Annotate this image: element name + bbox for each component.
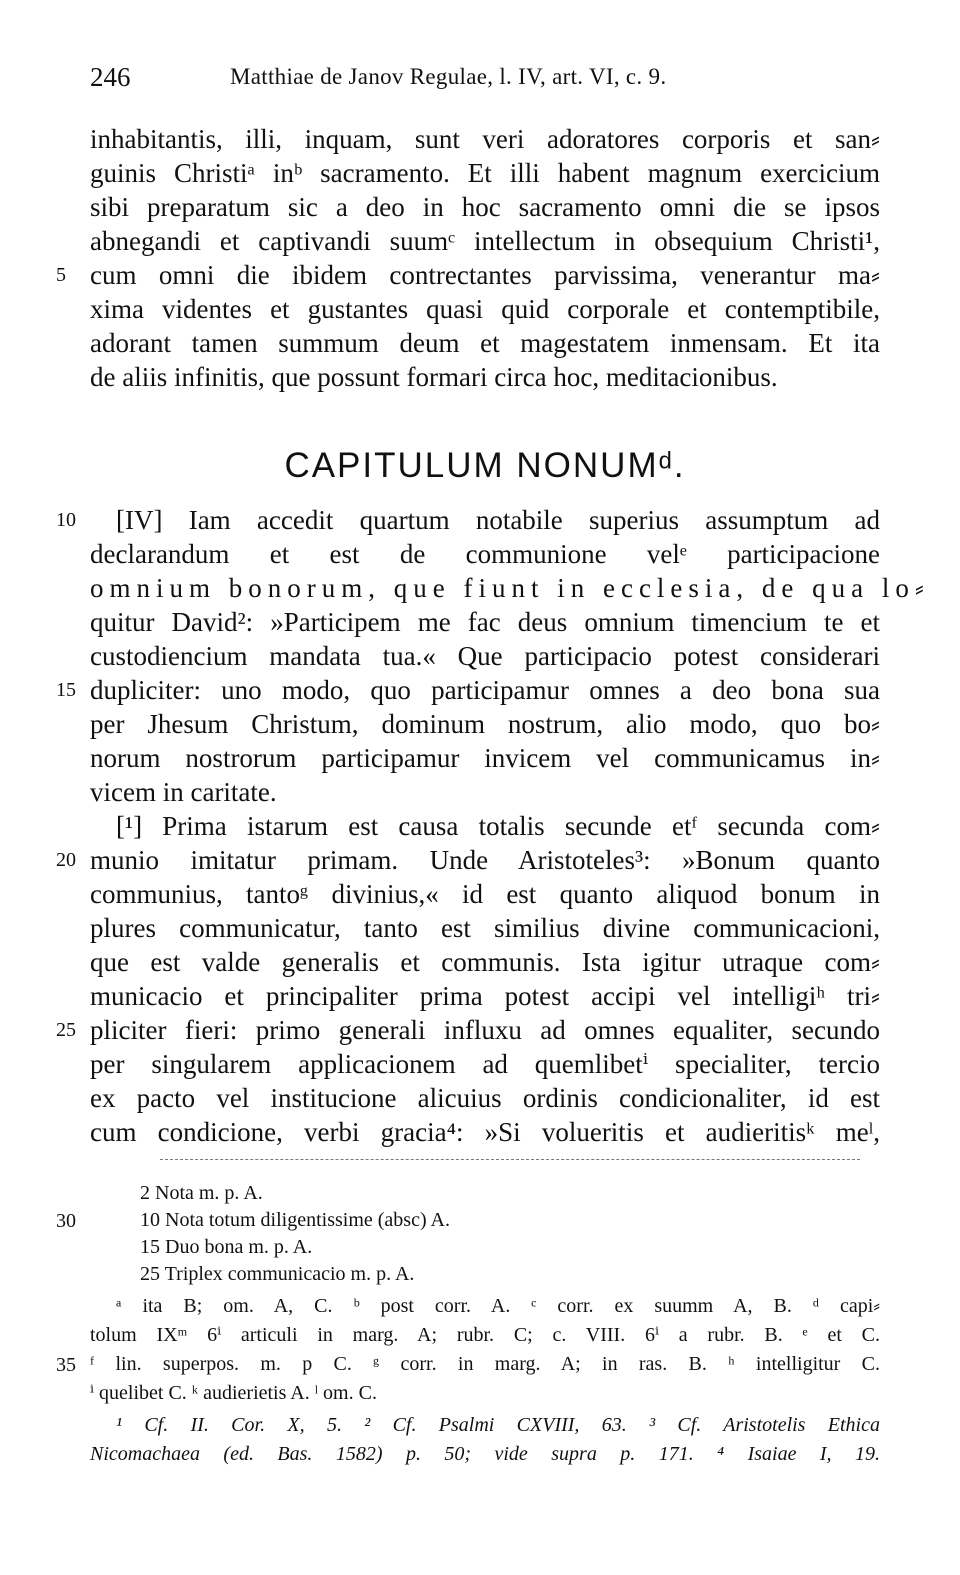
text-line: adorant tamen summum deum et magestatem inmensam. Et ita <box>90 328 880 358</box>
line-number: 25 <box>56 1019 76 1041</box>
text-line: cum condicione, verbi gracia⁴: »Si volueritis et audieritisᵏ meˡ, <box>90 1117 880 1147</box>
text-line: declarandum et est de communione velᵉ participacione <box>90 539 880 569</box>
page-number: 246 <box>90 62 131 92</box>
source-note: ¹ Cf. II. Cor. X, 5. ² Cf. Psalmi CXVIII, 63. ³ Cf. Aristotelis Ethica <box>116 1414 880 1436</box>
text-line: custodiencium mandata tua.« Que participacio potest considerari <box>90 641 880 671</box>
apparatus-line: ᶠ lin. superpos. m. p C. ᵍ corr. in marg. A; in ras. B. ʰ intelligitur C. <box>90 1353 880 1375</box>
marginal-note: 2 Nota m. p. A. <box>140 1182 263 1204</box>
text-line: sibi preparatum sic a deo in hoc sacramento omni die se ipsos <box>90 192 880 222</box>
text-line: ex pacto vel institucione alicuius ordinis condicionaliter, id est <box>90 1083 880 1113</box>
marginal-note: 25 Triplex communicacio m. p. A. <box>140 1263 415 1285</box>
running-head: Matthiae de Janov Regulae, l. IV, art. VI, c. 9. <box>230 64 667 89</box>
line-number: 30 <box>56 1210 76 1232</box>
text-line: municacio et principaliter prima potest accipi vel intelligiʰ tri⸗ <box>90 981 880 1011</box>
text-line: abnegandi et captivandi suumᶜ intellectum in obsequium Christi¹, <box>90 226 880 256</box>
text-line: que est valde generalis et communis. Ista igitur utraque com⸗ <box>90 947 880 977</box>
marginal-note: 15 Duo bona m. p. A. <box>140 1236 313 1258</box>
footnote-divider <box>160 1159 860 1160</box>
line-number: 5 <box>56 264 66 286</box>
text-line: xima videntes et gustantes quasi quid corporale et contemptibile, <box>90 294 880 324</box>
text-line: plures communicatur, tanto est similius divine communicacioni, <box>90 913 880 943</box>
source-note: Nicomachaea (ed. Bas. 1582) p. 50; vide supra p. 171. ⁴ Isaiae I, 19. <box>90 1443 880 1465</box>
text-line: communius, tantoᵍ divinius,« id est quanto aliquod bonum in <box>90 879 880 909</box>
text-line: omnium bonorum, que fiunt in ecclesia, de qua lo⸗ <box>90 573 930 603</box>
text-line: cum omni die ibidem contrectantes parvissima, venerantur ma⸗ <box>90 260 880 290</box>
marginal-note: 10 Nota totum diligentissime (absc) A. <box>140 1209 450 1231</box>
text-line: per singularem applicacionem ad quemlibetⁱ specialiter, tercio <box>90 1049 880 1079</box>
line-number: 35 <box>56 1354 76 1376</box>
text-line: [¹] Prima istarum est causa totalis secunde etᶠ secunda com⸗ <box>116 811 880 841</box>
apparatus-line: ᵃ ita B; om. A, C. ᵇ post corr. A. ᶜ corr. ex suumm A, B. ᵈ capi⸗ <box>116 1295 880 1317</box>
line-number: 10 <box>56 509 76 531</box>
text-line: vicem in caritate. <box>90 777 277 807</box>
text-line: de aliis infinitis, que possunt formari circa hoc, meditacionibus. <box>90 362 778 392</box>
apparatus-line: ⁱ quelibet C. ᵏ audierietis A. ˡ om. C. <box>90 1382 377 1404</box>
text-line: dupliciter: uno modo, quo participamur omnes a deo bona sua <box>90 675 880 705</box>
text-line: norum nostrorum participamur invicem vel communicamus in⸗ <box>90 743 880 773</box>
text-line: munio imitatur primam. Unde Aristoteles³: »Bonum quanto <box>90 845 880 875</box>
text-line: inhabitantis, illi, inquam, sunt veri adoratores corporis et san⸗ <box>90 124 880 154</box>
line-number: 15 <box>56 679 76 701</box>
text-line: quitur David²: »Participem me fac deus omnium timencium te et <box>90 607 880 637</box>
chapter-title: CAPITULUM NONUMᵈ. <box>284 446 686 485</box>
page-header <box>90 62 880 102</box>
line-number: 20 <box>56 849 76 871</box>
text-line: guinis Christiᵃ inᵇ sacramento. Et illi habent magnum exercicium <box>90 158 880 188</box>
text-line: [IV] Iam accedit quartum notabile superius assumptum ad <box>116 505 880 535</box>
apparatus-line: tolum IXᵐ 6ⁱ articuli in marg. A; rubr. C; c. VIII. 6ⁱ a rubr. B. ᵉ et C. <box>90 1324 880 1346</box>
text-line: pliciter fieri: primo generali influxu ad omnes equaliter, secundo <box>90 1015 880 1045</box>
text-line: per Jhesum Christum, dominum nostrum, alio modo, quo bo⸗ <box>90 709 880 739</box>
